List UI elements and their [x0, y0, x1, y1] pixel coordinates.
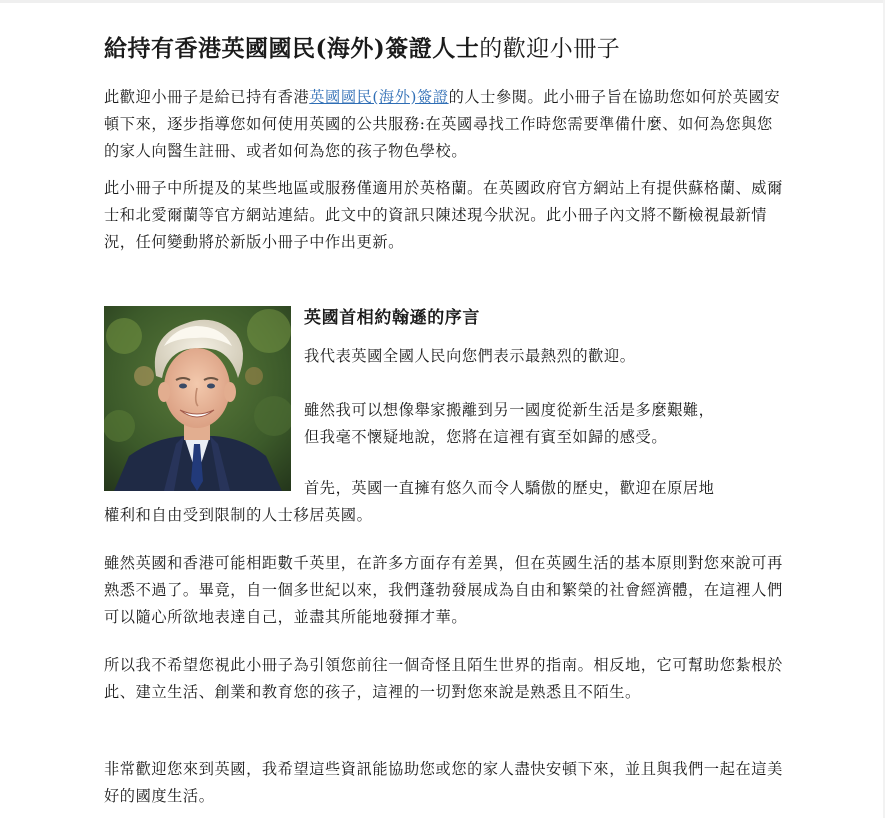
intro-paragraph-1 — [104, 84, 784, 165]
foreword-paragraph-3-line-2: 權利和自由受到限制的人士移居英國。 — [104, 506, 373, 524]
foreword-paragraph-2-line-1: 雖然我可以想像舉家搬離到另一國度從新生活是多麼艱難， — [304, 401, 715, 419]
foreword-title: 英國首相約翰遜的序言 — [304, 308, 480, 328]
portrait-image — [104, 306, 291, 491]
foreword-paragraph-6: 非常歡迎您來到英國，我希望這些資訊能協助您或您的家人盡快安頓下來，並且與我們一起在這美好的國度生活。 — [104, 760, 783, 805]
page-title-normal: 的歡迎小冊子 — [479, 36, 621, 62]
prime-minister-photo — [104, 306, 291, 491]
foreword-paragraph-3-line-1: 首先，英國一直擁有悠久而令人驕傲的歷史，歡迎在原居地 — [304, 479, 715, 497]
page-top-edge — [0, 0, 885, 3]
intro-p1-text-start: 此歡迎小冊子是給已持有香港 — [104, 88, 310, 106]
foreword-paragraph-5: 所以我不希望您視此小冊子為引領您前往一個奇怪且陌生世界的指南。相反地，它可幫助您紮根於此、建立生活、創業和教育您的孩子，這裡的一切對您來說是熟悉且不陌生。 — [104, 656, 783, 701]
intro-paragraph-2: 此小冊子中所提及的某些地區或服務僅適用於英格蘭。在英國政府官方網站上有提供蘇格蘭、威爾士和北愛爾蘭等官方網站連結。此文中的資訊只陳述現今狀況。此小冊子內文將不斷檢視最新情況，任何變動將於新版小冊子中作出更新。 — [104, 179, 783, 251]
foreword-paragraph-4: 雖然英國和香港可能相距數千英里，在許多方面存有差異，但在英國生活的基本原則對您來說可再熟悉不過了。畢竟，自一個多世紀以來，我們蓬勃發展成為自由和繁榮的社會經濟體，在這裡人們可以隨心所欲地表達自己，並盡其所能地發揮才華。 — [104, 554, 783, 626]
page-title-bold: 給持有香港英國國民(海外)簽證人士 — [104, 35, 480, 62]
intro-p1-text-end: 的人士參閱。此小冊子旨在協助您如何於英國安頓下來，逐步指導您如何使用英國的公共服務:在英國尋找工作時您需要準備什麼、如何為您與您的家人向醫生註冊、或者如何為您的孩子物色學校。 — [104, 88, 781, 160]
page-title — [104, 30, 620, 63]
foreword-paragraph-2-line-2: 但我毫不懷疑地說，您將在這裡有賓至如歸的感受。 — [304, 428, 668, 446]
foreword-paragraph-1: 我代表英國全國人民向您們表示最熱烈的歡迎。 — [304, 347, 636, 365]
bno-visa-link[interactable]: 英國國民(海外)簽證 — [309, 88, 449, 106]
